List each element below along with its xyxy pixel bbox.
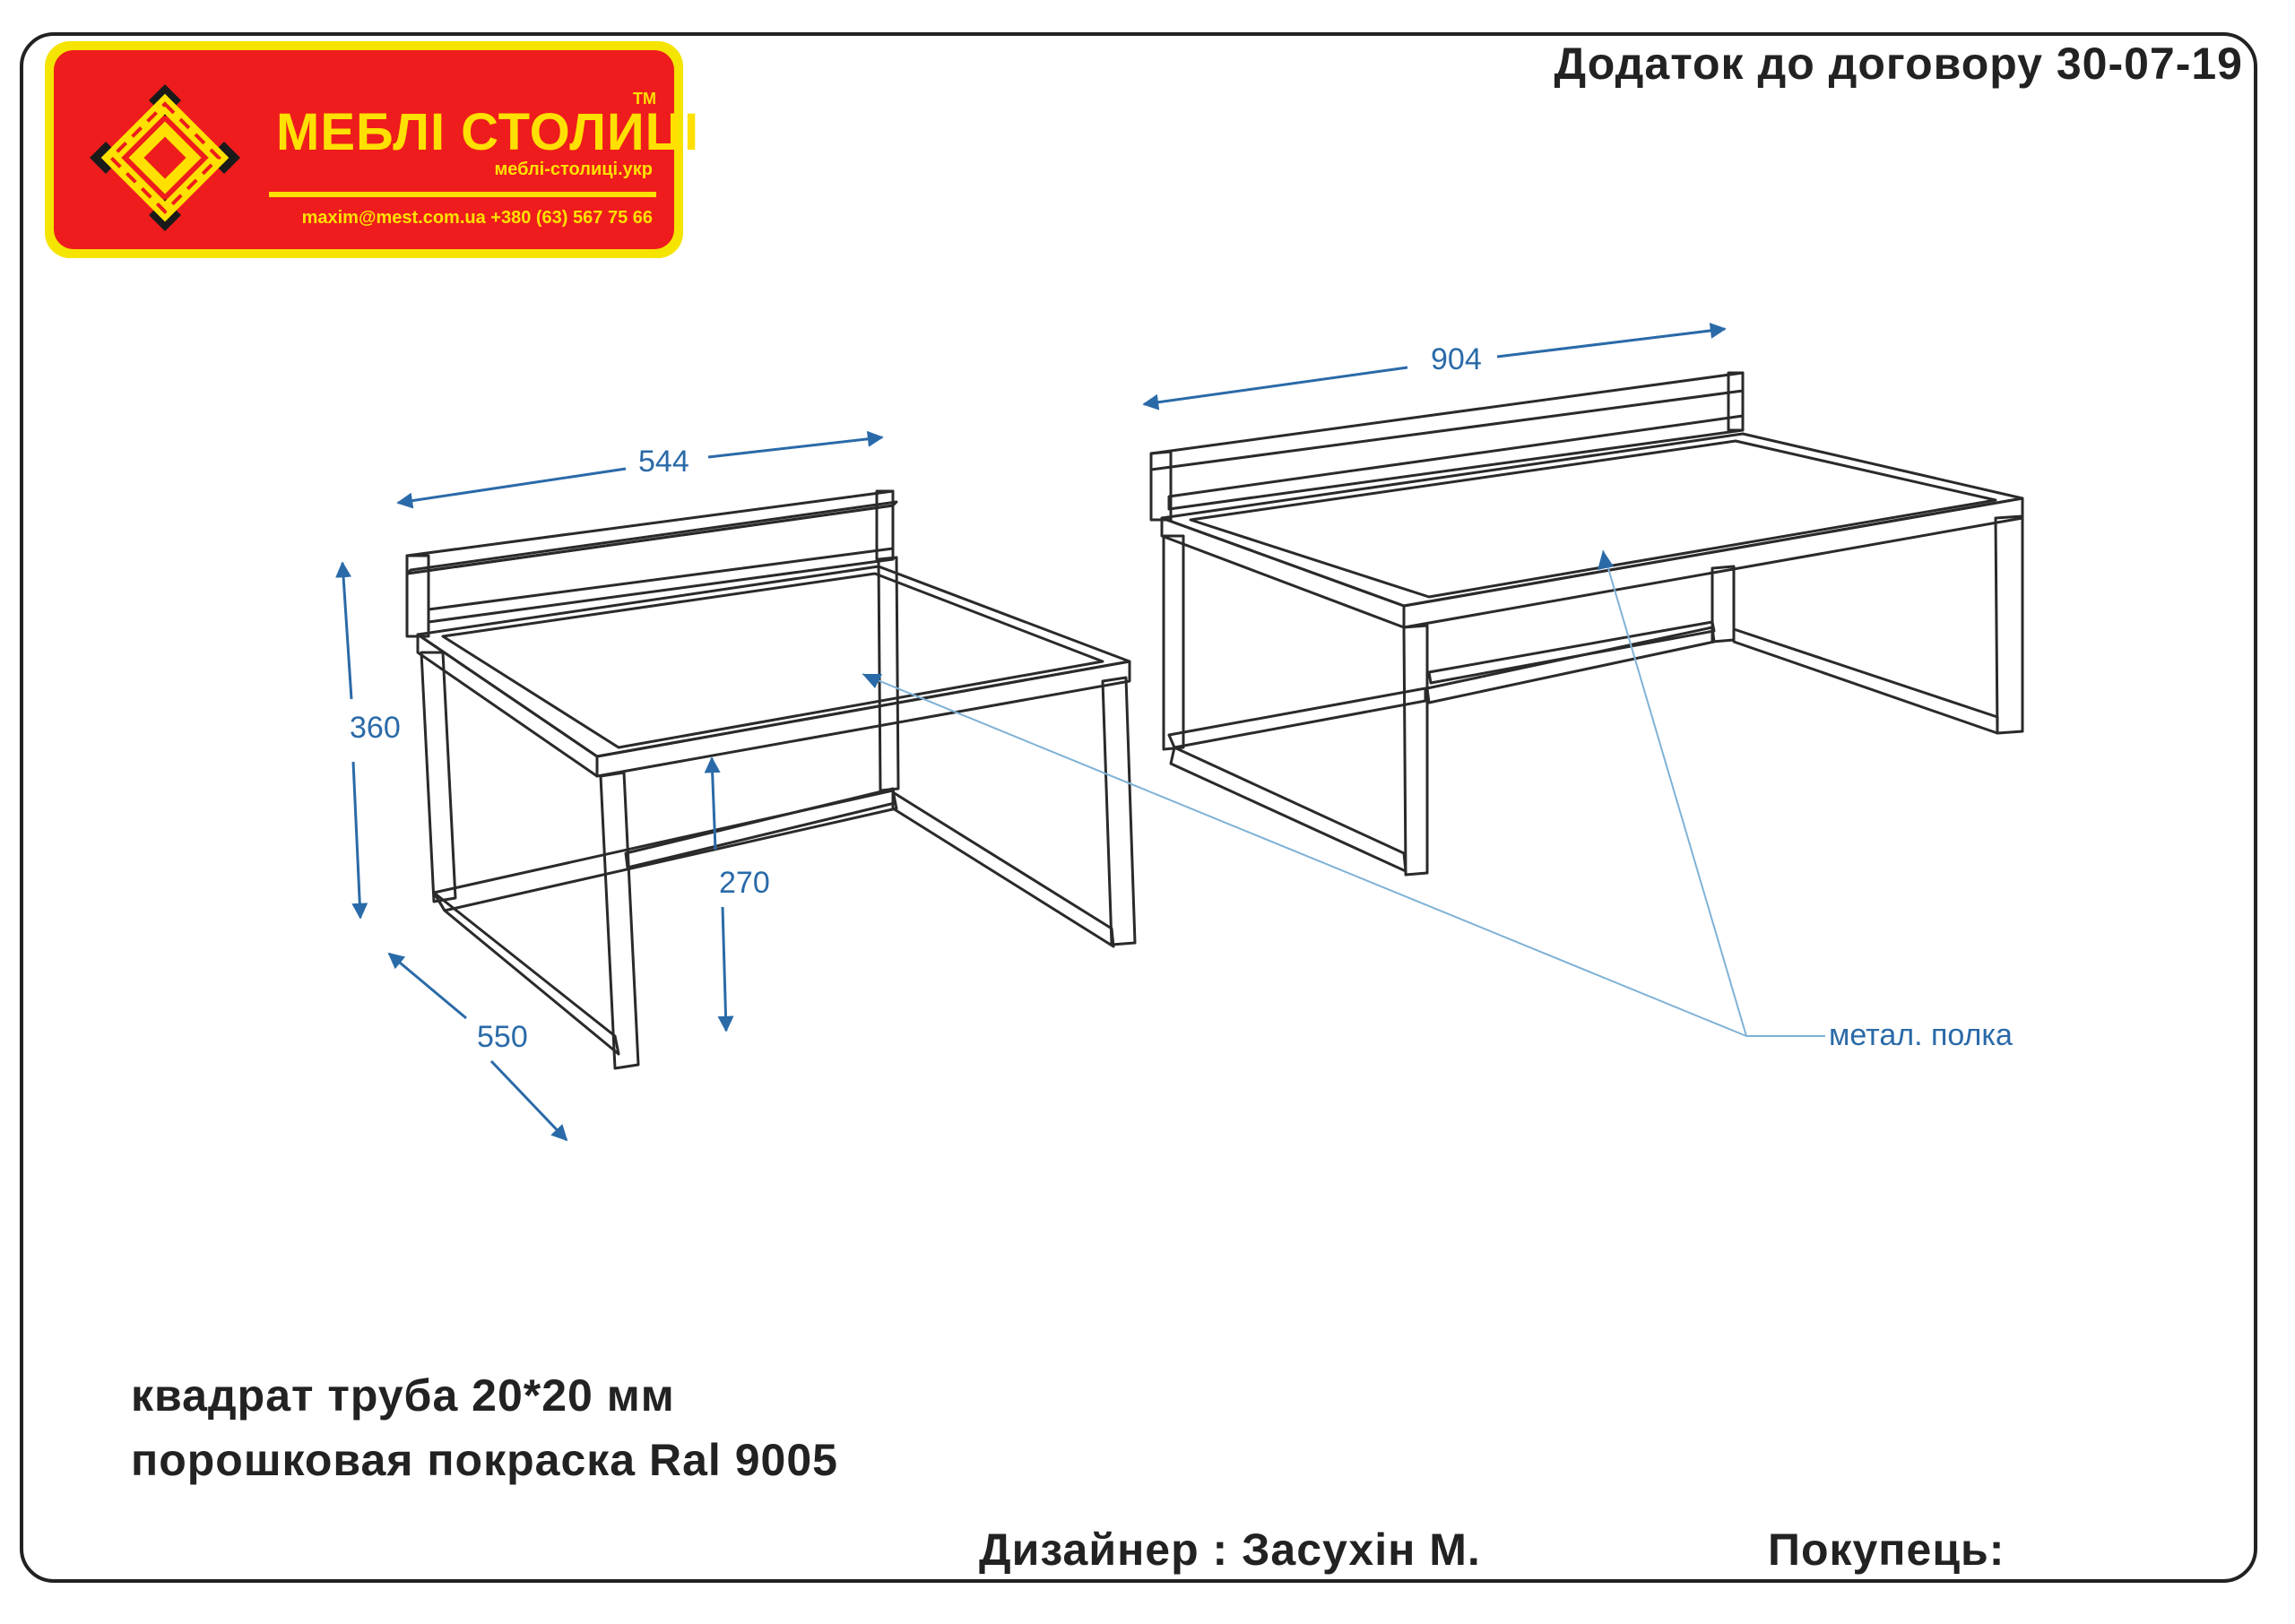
dim-544-line-b [708, 437, 882, 457]
dim-large-width-label: 904 [1431, 342, 1482, 376]
small-table [407, 491, 1135, 1068]
logo-brand-name: МЕБЛІ СТОЛИЦІ [276, 103, 700, 161]
large-table [1151, 373, 2022, 875]
buyer-signature: Покупець: [1768, 1525, 2005, 1575]
dim-270-line-b [723, 907, 726, 1031]
dim-360-line-a [342, 563, 351, 699]
dim-small-height-label: 360 [350, 711, 401, 745]
logo-website: меблі-столиці.укр [494, 160, 653, 179]
dim-small-width-label: 544 [638, 445, 689, 479]
dim-544-line-a [398, 469, 626, 503]
document-title: Додаток до договору 30-07-19 [1554, 39, 2243, 89]
dim-550-line-a [389, 954, 466, 1018]
dim-shelf-height-label: 270 [719, 866, 770, 900]
spec-coating: порошковая покраска Ral 9005 [131, 1435, 838, 1485]
callout-shelf-label: метал. полка [1829, 1018, 2013, 1052]
dim-270-line-a [712, 758, 715, 850]
spec-material: квадрат труба 20*20 мм [131, 1370, 675, 1421]
designer-signature: Дизайнер : Засухін М. [979, 1525, 1481, 1575]
logo-contacts: maxim@mest.com.ua +380 (63) 567 75 66 [301, 208, 653, 228]
dim-360-line-b [353, 762, 360, 918]
logo-trademark: TM [633, 90, 656, 108]
dim-550-line-b [491, 1061, 567, 1140]
dim-904-line-a [1144, 367, 1407, 404]
dimension-lines [342, 329, 1725, 1140]
dim-904-line-b [1497, 329, 1725, 357]
dim-small-depth-label: 550 [477, 1020, 528, 1054]
